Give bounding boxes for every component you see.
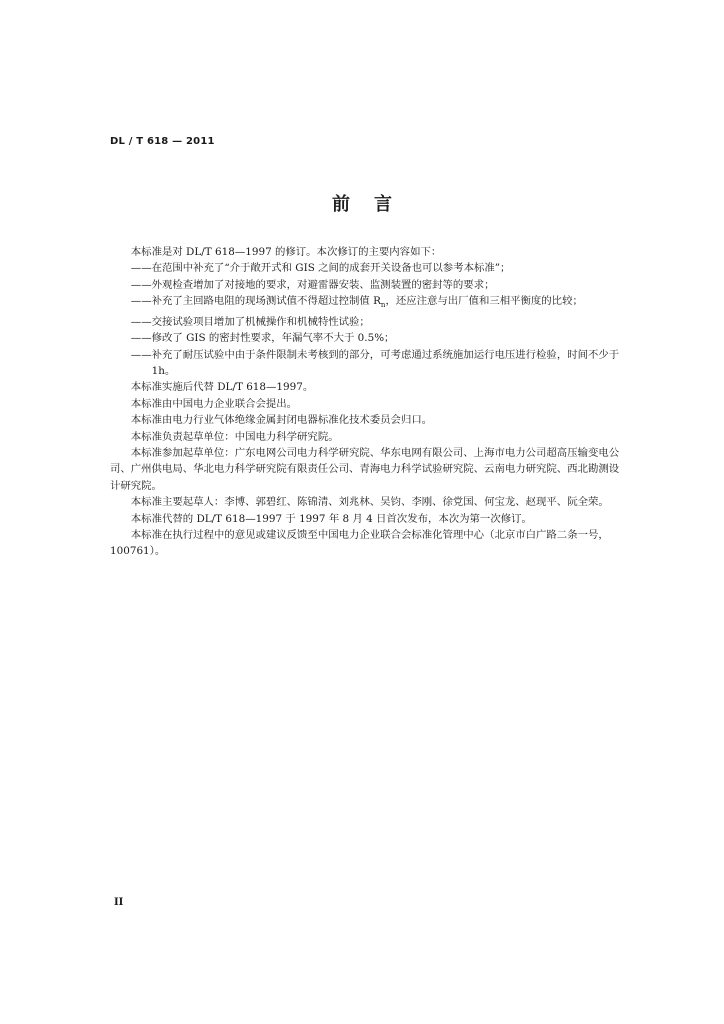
intro-paragraph: 本标准是对 DL/T 618—1997 的修订。本次修订的主要内容如下：	[130, 246, 442, 258]
paragraph: 本标准负责起草单位：中国电力科学研究院。	[130, 430, 339, 443]
change-text: 交接试验项目增加了机械操作和机械特性试验；	[151, 315, 370, 328]
paragraph: 本标准实施后代替 DL/T 618—1997。	[130, 381, 314, 394]
change-item	[131, 314, 620, 330]
document-code: DL / T 618 — 2011	[110, 136, 215, 147]
change-text: ，还应注意与出厂值和三相平衡度的比较；	[385, 295, 583, 308]
change-text: 补充了耐压试验中由于条件限制未考核到的部分，可考虑通过系统施加运行电压进行检验，时间不少于 1h。	[151, 348, 620, 377]
change-text: 在范围中补充了“介于敞开式和 GIS 之间的成套开关设备也可以参考本标准”；	[151, 262, 511, 275]
change-text: 修改了 GIS 的密封性要求，年漏气率不大于 0.5%；	[151, 332, 395, 345]
paragraph: 本标准参加起草单位：广东电网公司电力科学研究院、华东电网有限公司、上海市电力公司超高压输变电公司、广州供电局、华北电力科学研究院有限责任公司、青海电力科学试验研究院、云南电力研究院、西北勘测设计研究院。	[110, 446, 620, 492]
change-item	[131, 347, 620, 380]
paragraph: 本标准由中国电力企业联合会提出。	[130, 397, 298, 410]
dash-mark: ——	[130, 315, 152, 328]
change-text: 外观检查增加了对接地的要求，对避雷器安装、监测装置的密封等的要求；	[151, 278, 495, 291]
change-text: 补充了主回路电阻的现场测试值不得超过控制值 R	[151, 295, 381, 308]
page-title: 前言	[332, 194, 416, 215]
dash-mark: ——	[130, 348, 152, 361]
change-item	[131, 260, 620, 276]
change-item	[131, 330, 620, 346]
dash-mark: ——	[130, 332, 152, 345]
dash-mark: ——	[130, 278, 152, 291]
page-number: II	[114, 897, 124, 908]
paragraph: 本标准主要起草人：李博、郭碧红、陈锦清、刘兆林、吴钧、李刚、徐党国、何宝龙、赵现平、阮全荣。	[130, 496, 609, 509]
preface-body	[110, 244, 620, 560]
dash-mark: ——	[130, 262, 152, 275]
dash-mark: ——	[130, 295, 152, 308]
paragraph: 本标准在执行过程中的意见或建议反馈至中国电力企业联合会标准化管理中心（北京市白广路二条一号，100761）。	[110, 528, 609, 558]
paragraph: 本标准由电力行业气体绝缘金属封闭电器标准化技术委员会归口。	[130, 414, 433, 427]
paragraph: 本标准代替的 DL/T 618—1997 于 1997 年 8 月 4 日首次发布，本次为第一次修订。	[130, 512, 532, 525]
change-item	[131, 277, 620, 293]
subscript: n	[380, 301, 386, 310]
change-item	[131, 293, 620, 313]
